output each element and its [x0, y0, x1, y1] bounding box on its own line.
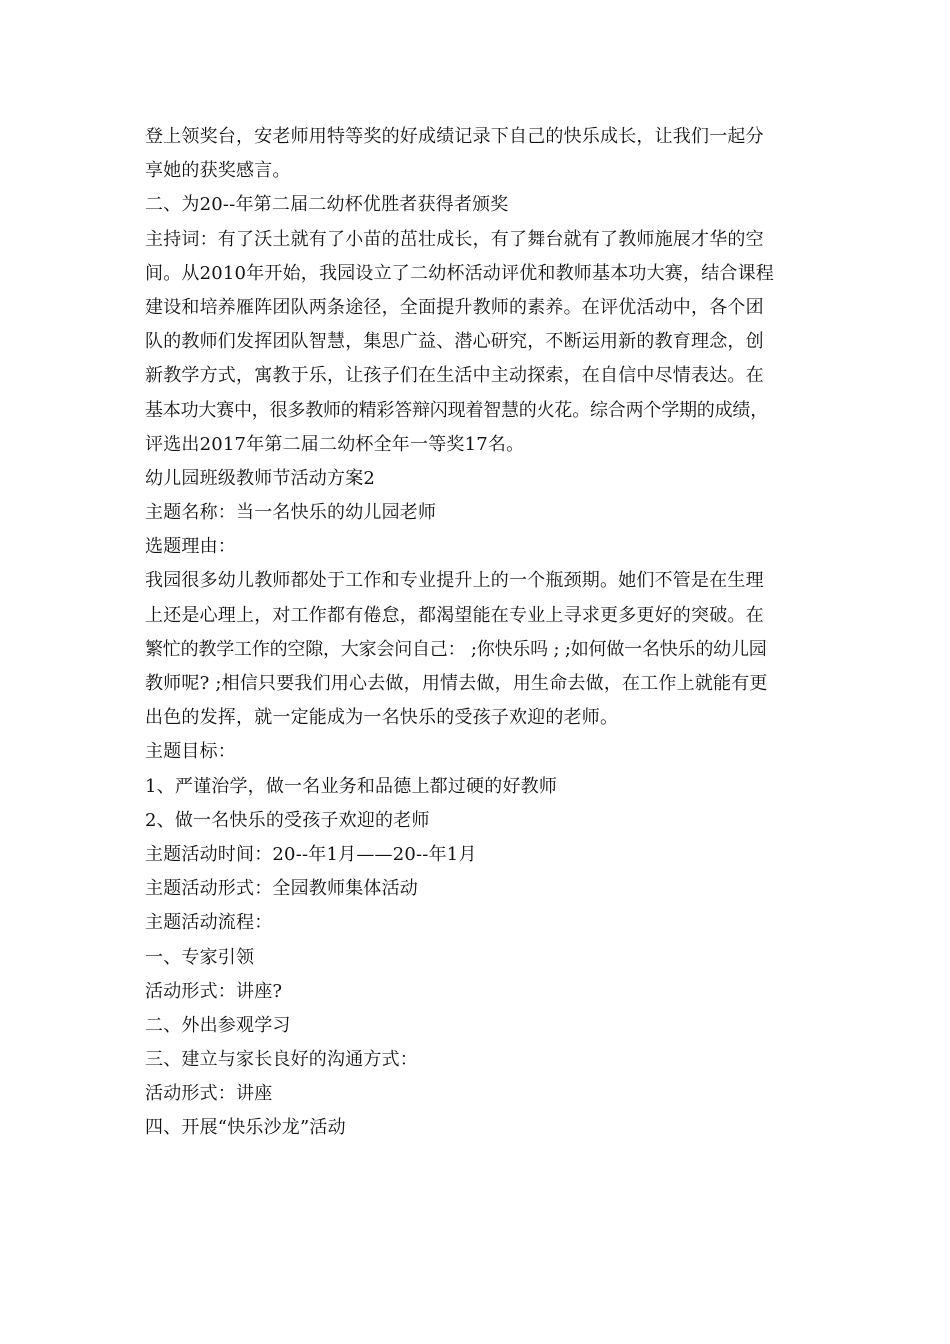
text-line: 建设和培养雁阵团队两条途径，全面提升教师的素养。在评优活动中，各个团 — [145, 296, 764, 318]
text-line: 主题活动形式：全园教师集体活动 — [145, 878, 418, 900]
text-line: 主题名称：当一名快乐的幼儿园老师 — [145, 502, 437, 524]
section-heading: 一、专家引领 — [145, 946, 255, 968]
text-line: 享她的获奖感言。 — [145, 160, 291, 182]
text-line: 我园很多幼儿教师都处于工作和专业提升上的一个瓶颈期。她们不管是在生理 — [145, 570, 764, 592]
text-line: 主持词：有了沃土就有了小苗的茁壮成长，有了舞台就有了教师施展才华的空 — [145, 228, 764, 250]
section-heading: 二、外出参观学习 — [145, 1014, 291, 1036]
text-line: 活动形式：讲座? — [145, 980, 283, 1002]
section-heading: 二、为20--年第二届二幼杯优胜者获得者颁奖 — [145, 194, 509, 216]
text-line: 主题活动流程： — [145, 912, 273, 934]
text-line: 新教学方式，寓教于乐，让孩子们在生活中主动探索，在自信中尽情表达。在 — [145, 365, 764, 387]
text-line: 主题活动时间：20--年1月——20--年1月 — [145, 843, 477, 865]
section-heading: 四、开展“快乐沙龙”活动 — [145, 1117, 346, 1139]
text-line: 基本功大赛中，很多教师的精彩答辩闪现着智慧的火花。综合两个学期的成绩， — [145, 399, 768, 421]
text-line: 队的教师们发挥团队智慧，集思广益、潜心研究，不断运用新的教育理念，创 — [145, 331, 764, 353]
section-heading: 三、建立与家长良好的沟通方式： — [145, 1049, 418, 1071]
text-line: 评选出2017年第二届二幼杯全年一等奖17名。 — [145, 433, 525, 455]
document-body — [145, 120, 835, 1146]
text-line: 主题目标： — [145, 741, 236, 763]
text-line: 上还是心理上，对工作都有倦怠，都渴望能在专业上寻求更多更好的突破。在 — [145, 604, 764, 626]
list-item: 2、做一名快乐的受孩子欢迎的老师 — [145, 809, 430, 831]
text-line: 选题理由： — [145, 536, 236, 558]
text-line: 繁忙的教学工作的空隙，大家会问自己： ;你快乐吗 ; ;如何做一名快乐的幼儿园 — [145, 638, 767, 660]
text-line: 登上领奖台，安老师用特等奖的好成绩记录下自己的快乐成长，让我们一起分 — [145, 126, 764, 147]
text-line: 教师呢? ;相信只要我们用心去做，用情去做，用生命去做，在工作上就能有更 — [145, 673, 768, 694]
document-title: 幼儿园班级教师节活动方案2 — [145, 467, 376, 489]
text-line: 间。从2010年开始，我园设立了二幼杯活动评优和教师基本功大赛，结合课程 — [145, 262, 775, 284]
text-line: 出色的发挥，就一定能成为一名快乐的受孩子欢迎的老师。 — [145, 707, 619, 729]
text-line: 活动形式：讲座 — [145, 1083, 273, 1105]
list-item: 1、严谨治学，做一名业务和品德上都过硬的好教师 — [145, 775, 558, 797]
